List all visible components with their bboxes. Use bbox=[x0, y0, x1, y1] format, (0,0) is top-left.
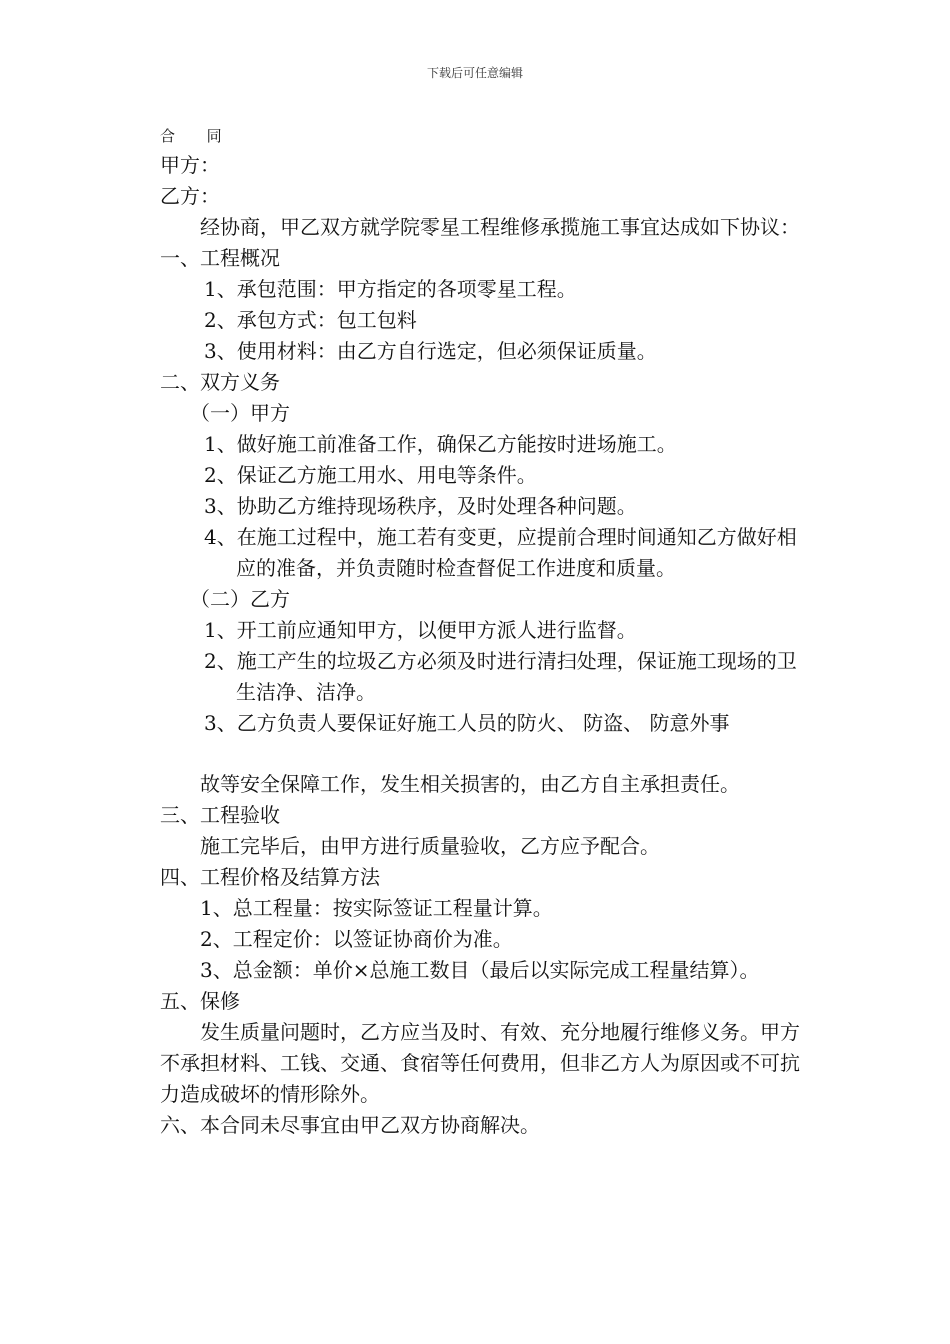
party-a-line: 甲方： bbox=[160, 153, 220, 177]
section-2-b-item-1: 1、开工前应通知甲方，以便甲方派人进行监督。 bbox=[204, 618, 637, 642]
section-3-heading: 三、工程验收 bbox=[160, 803, 280, 827]
title-char-1: 合 bbox=[160, 127, 176, 145]
section-4-item-1: 1、总工程量：按实际签证工程量计算。 bbox=[200, 896, 553, 920]
section-2-party-b-heading: （二）乙方 bbox=[190, 587, 290, 611]
page-header-note: 下载后可任意编辑 bbox=[426, 66, 523, 80]
section-5-text: 发生质量问题时，乙方应当及时、有效、充分地履行维修义务。甲方不承担材料、工钱、交通、食宿等任何费用，但非乙方人为原因或不可抗力造成破坏的情形除外。 bbox=[160, 1020, 800, 1106]
section-4-heading: 四、工程价格及结算方法 bbox=[160, 865, 380, 889]
blank-gap bbox=[160, 739, 800, 769]
section-2-a-item-1: 1、做好施工前准备工作，确保乙方能按时进场施工。 bbox=[204, 432, 677, 456]
intro-paragraph: 经协商，甲乙双方就学院零星工程维修承揽施工事宜达成如下协议： bbox=[200, 215, 800, 239]
contract-body bbox=[160, 124, 800, 1141]
section-1-item-1: 1、承包范围：甲方指定的各项零星工程。 bbox=[204, 277, 577, 301]
section-2-a-item-4: 4、在施工过程中，施工若有变更，应提前合理时间通知乙方做好相应的准备，并负责随时检查督促工作进度和质量。 bbox=[204, 525, 797, 580]
contract-title bbox=[160, 124, 800, 148]
section-1-item-3: 3、使用材料：由乙方自行选定，但必须保证质量。 bbox=[204, 339, 657, 363]
section-2-b-item-3-continued: 故等安全保障工作，发生相关损害的，由乙方自主承担责任。 bbox=[200, 772, 740, 796]
section-2-a-item-3: 3、协助乙方维持现场秩序，及时处理各种问题。 bbox=[204, 494, 637, 518]
section-6-heading: 六、本合同未尽事宜由甲乙双方协商解决。 bbox=[160, 1113, 540, 1137]
section-2-a-item-2: 2、保证乙方施工用水、用电等条件。 bbox=[204, 463, 537, 487]
section-1-heading: 一、工程概况 bbox=[160, 246, 280, 270]
section-3-text: 施工完毕后，由甲方进行质量验收，乙方应予配合。 bbox=[200, 834, 660, 858]
section-4-item-3: 3、总金额：单价×总施工数目（最后以实际完成工程量结算）。 bbox=[200, 958, 760, 982]
section-1-item-2: 2、承包方式：包工包料 bbox=[204, 308, 417, 332]
section-5-heading: 五、保修 bbox=[160, 989, 240, 1013]
section-2-party-a-heading: （一）甲方 bbox=[190, 401, 290, 425]
party-b-line: 乙方： bbox=[160, 184, 220, 208]
section-2-b-item-3: 3、乙方负责人要保证好施工人员的防火、 防盗、 防意外事 bbox=[204, 711, 730, 735]
section-2-heading: 二、双方义务 bbox=[160, 370, 280, 394]
section-4-item-2: 2、工程定价：以签证协商价为准。 bbox=[200, 927, 513, 951]
section-2-b-item-2: 2、施工产生的垃圾乙方必须及时进行清扫处理，保证施工现场的卫生洁净、洁净。 bbox=[204, 649, 797, 704]
title-char-2: 同 bbox=[206, 127, 222, 145]
